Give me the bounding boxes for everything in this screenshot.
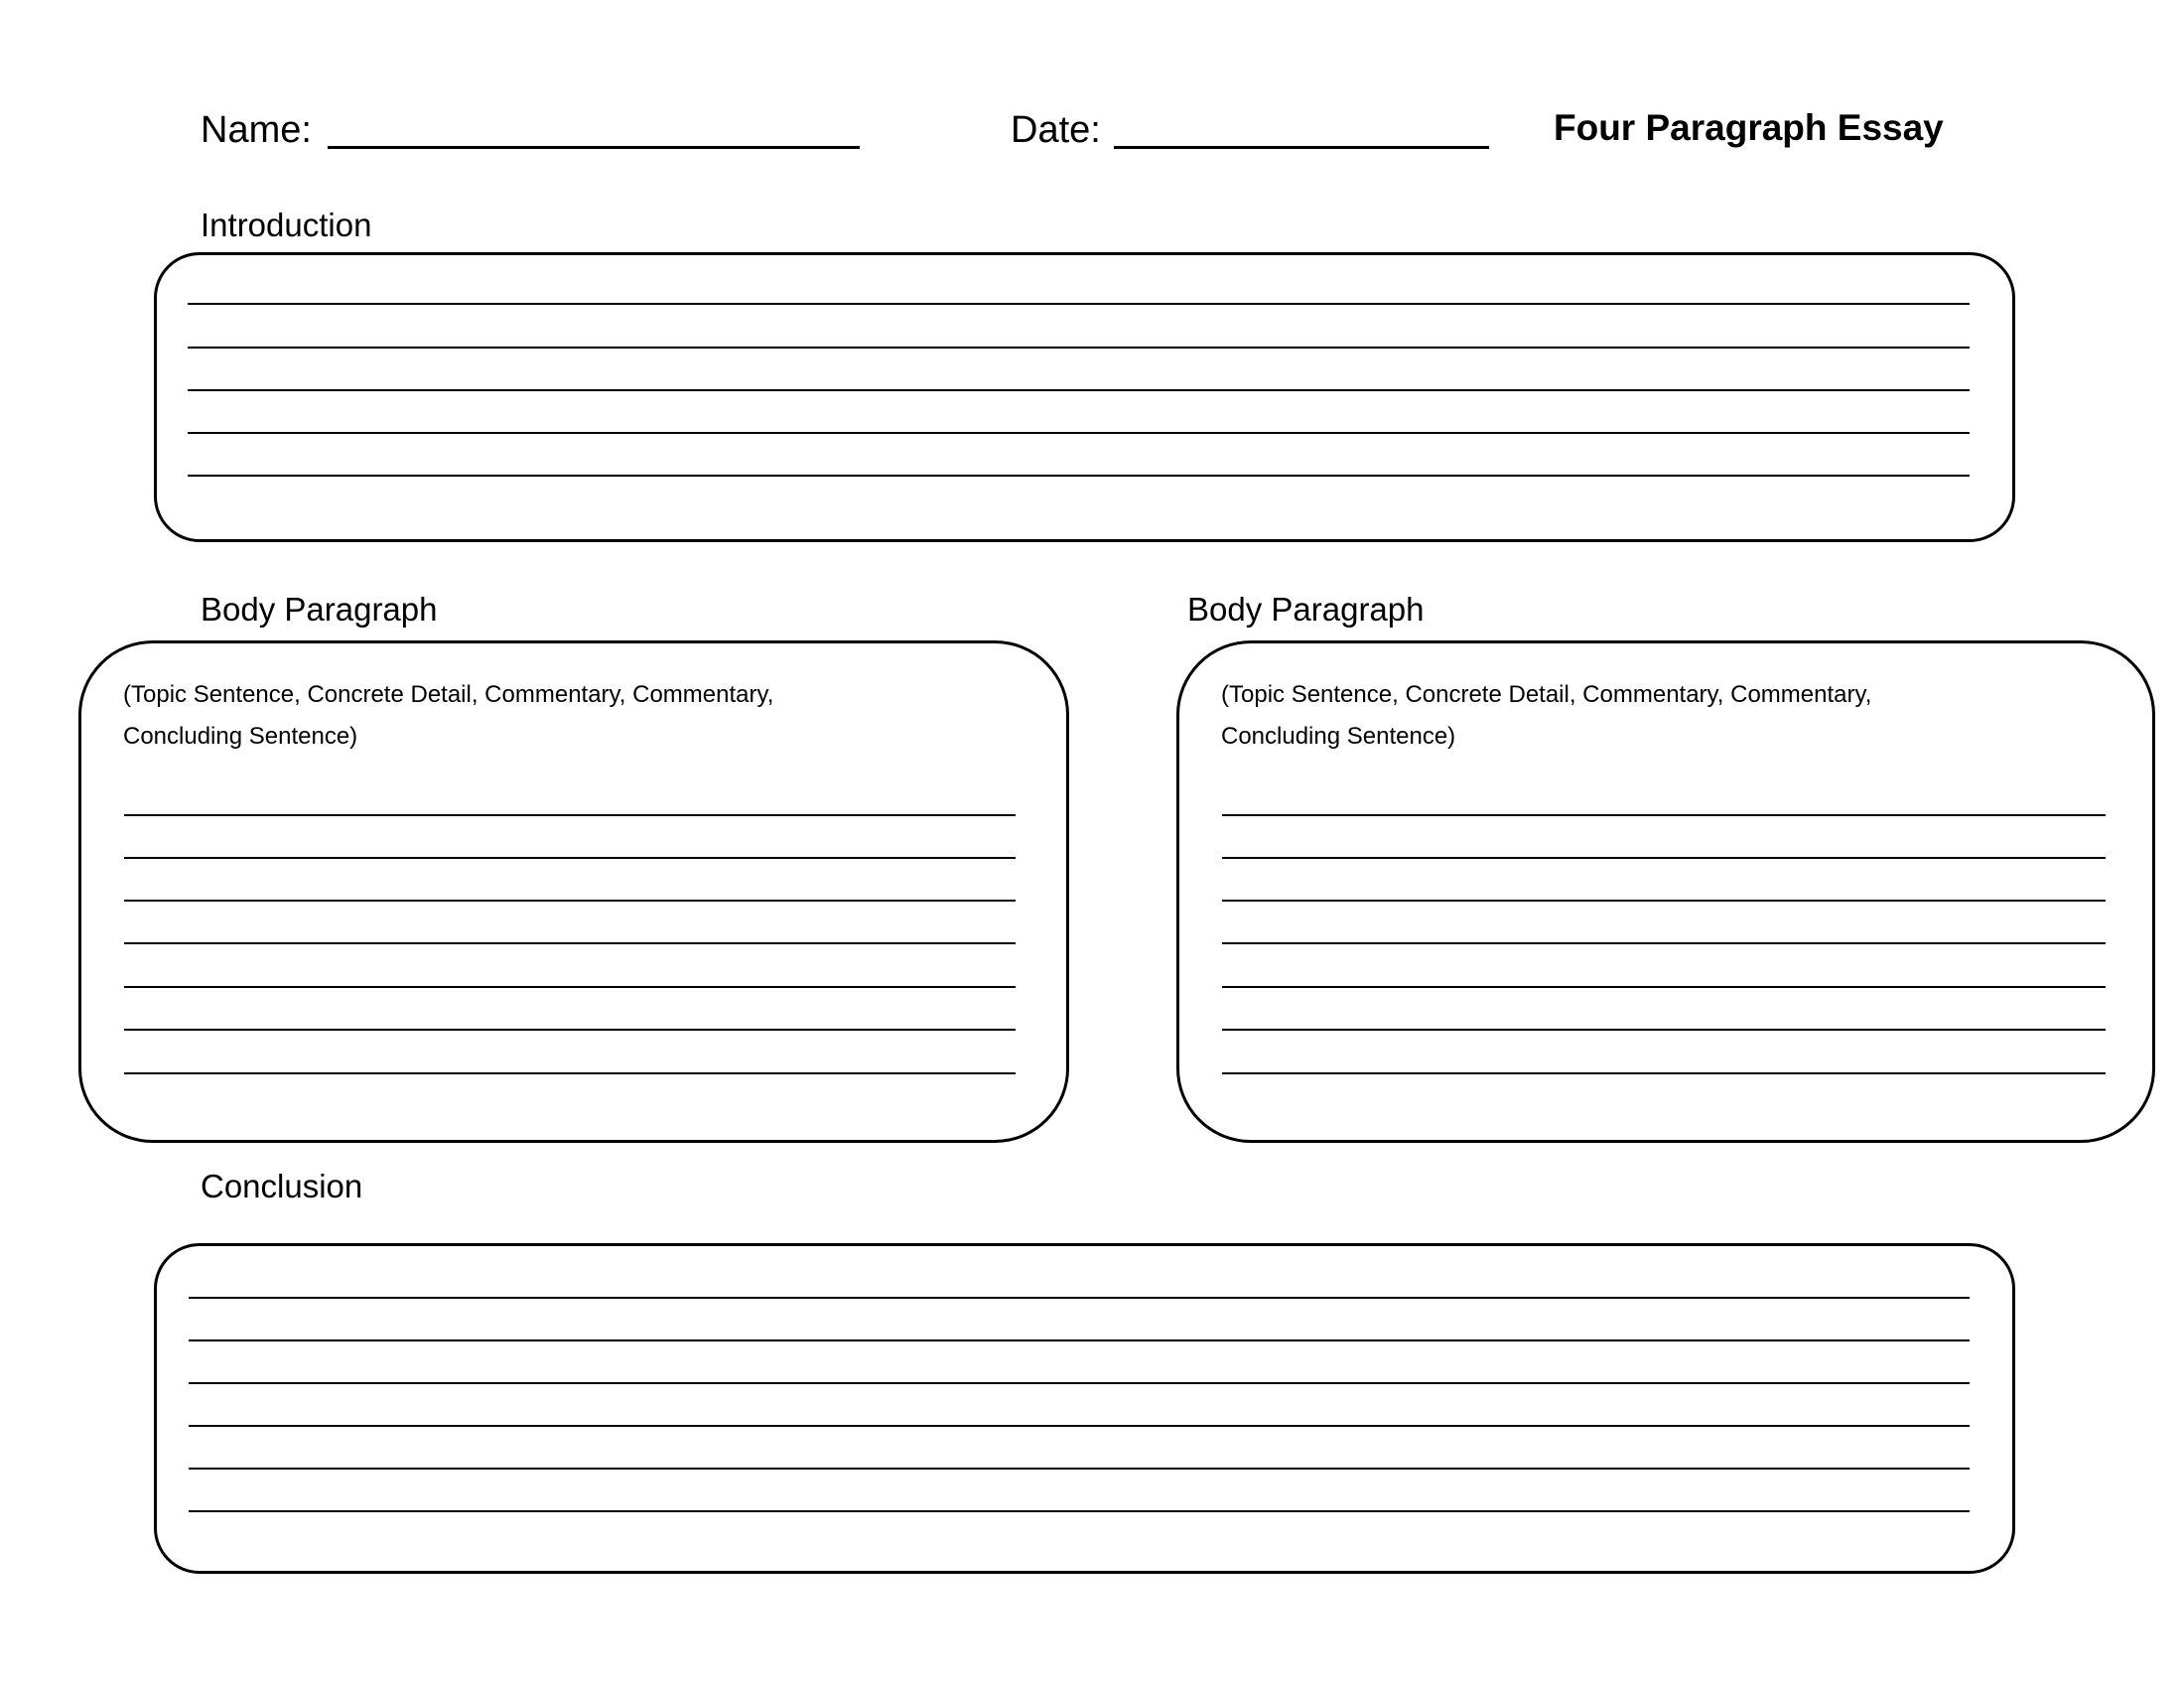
body-paragraph-1-label: Body Paragraph: [201, 591, 438, 628]
introduction-label: Introduction: [201, 207, 372, 243]
body-paragraph-2-writing-line[interactable]: [1222, 1072, 2106, 1074]
introduction-writing-line[interactable]: [188, 303, 1970, 305]
body-paragraph-2-writing-line[interactable]: [1222, 900, 2106, 902]
body-paragraph-2-hint-line-2: Concluding Sentence): [1221, 723, 1456, 750]
conclusion-label: Conclusion: [201, 1168, 363, 1204]
body-paragraph-2-writing-line[interactable]: [1222, 986, 2106, 988]
date-field[interactable]: [1114, 146, 1489, 149]
introduction-box[interactable]: [154, 252, 2015, 542]
body-paragraph-2-label: Body Paragraph: [1187, 591, 1425, 628]
introduction-writing-line[interactable]: [188, 432, 1970, 434]
page-title: Four Paragraph Essay: [1554, 107, 1944, 148]
body-paragraph-1-box[interactable]: [78, 640, 1069, 1143]
conclusion-writing-line[interactable]: [189, 1510, 1970, 1512]
body-paragraph-2-writing-line[interactable]: [1222, 942, 2106, 944]
conclusion-writing-line[interactable]: [189, 1382, 1970, 1384]
body-paragraph-1-writing-line[interactable]: [124, 900, 1016, 902]
conclusion-writing-line[interactable]: [189, 1425, 1970, 1427]
body-paragraph-1-hint-line-1: (Topic Sentence, Concrete Detail, Commentary, Commentary,: [123, 681, 774, 708]
introduction-writing-line[interactable]: [188, 475, 1970, 477]
introduction-writing-line[interactable]: [188, 347, 1970, 349]
body-paragraph-2-writing-line[interactable]: [1222, 1029, 2106, 1031]
name-label: Name:: [201, 109, 312, 151]
body-paragraph-1-hint-line-2: Concluding Sentence): [123, 723, 358, 750]
body-paragraph-1-writing-line[interactable]: [124, 857, 1016, 859]
conclusion-box[interactable]: [154, 1243, 2015, 1574]
conclusion-writing-line[interactable]: [189, 1339, 1970, 1341]
body-paragraph-1-writing-line[interactable]: [124, 1029, 1016, 1031]
date-label: Date:: [1011, 109, 1101, 151]
name-field[interactable]: [328, 146, 860, 149]
conclusion-writing-line[interactable]: [189, 1297, 1970, 1299]
body-paragraph-2-writing-line[interactable]: [1222, 814, 2106, 816]
conclusion-writing-line[interactable]: [189, 1468, 1970, 1470]
body-paragraph-2-writing-line[interactable]: [1222, 857, 2106, 859]
introduction-writing-line[interactable]: [188, 389, 1970, 391]
body-paragraph-2-hint-line-1: (Topic Sentence, Concrete Detail, Commentary, Commentary,: [1221, 681, 1872, 708]
body-paragraph-1-writing-line[interactable]: [124, 814, 1016, 816]
body-paragraph-1-writing-line[interactable]: [124, 986, 1016, 988]
body-paragraph-1-writing-line[interactable]: [124, 942, 1016, 944]
body-paragraph-2-box[interactable]: [1176, 640, 2155, 1143]
body-paragraph-1-writing-line[interactable]: [124, 1072, 1016, 1074]
